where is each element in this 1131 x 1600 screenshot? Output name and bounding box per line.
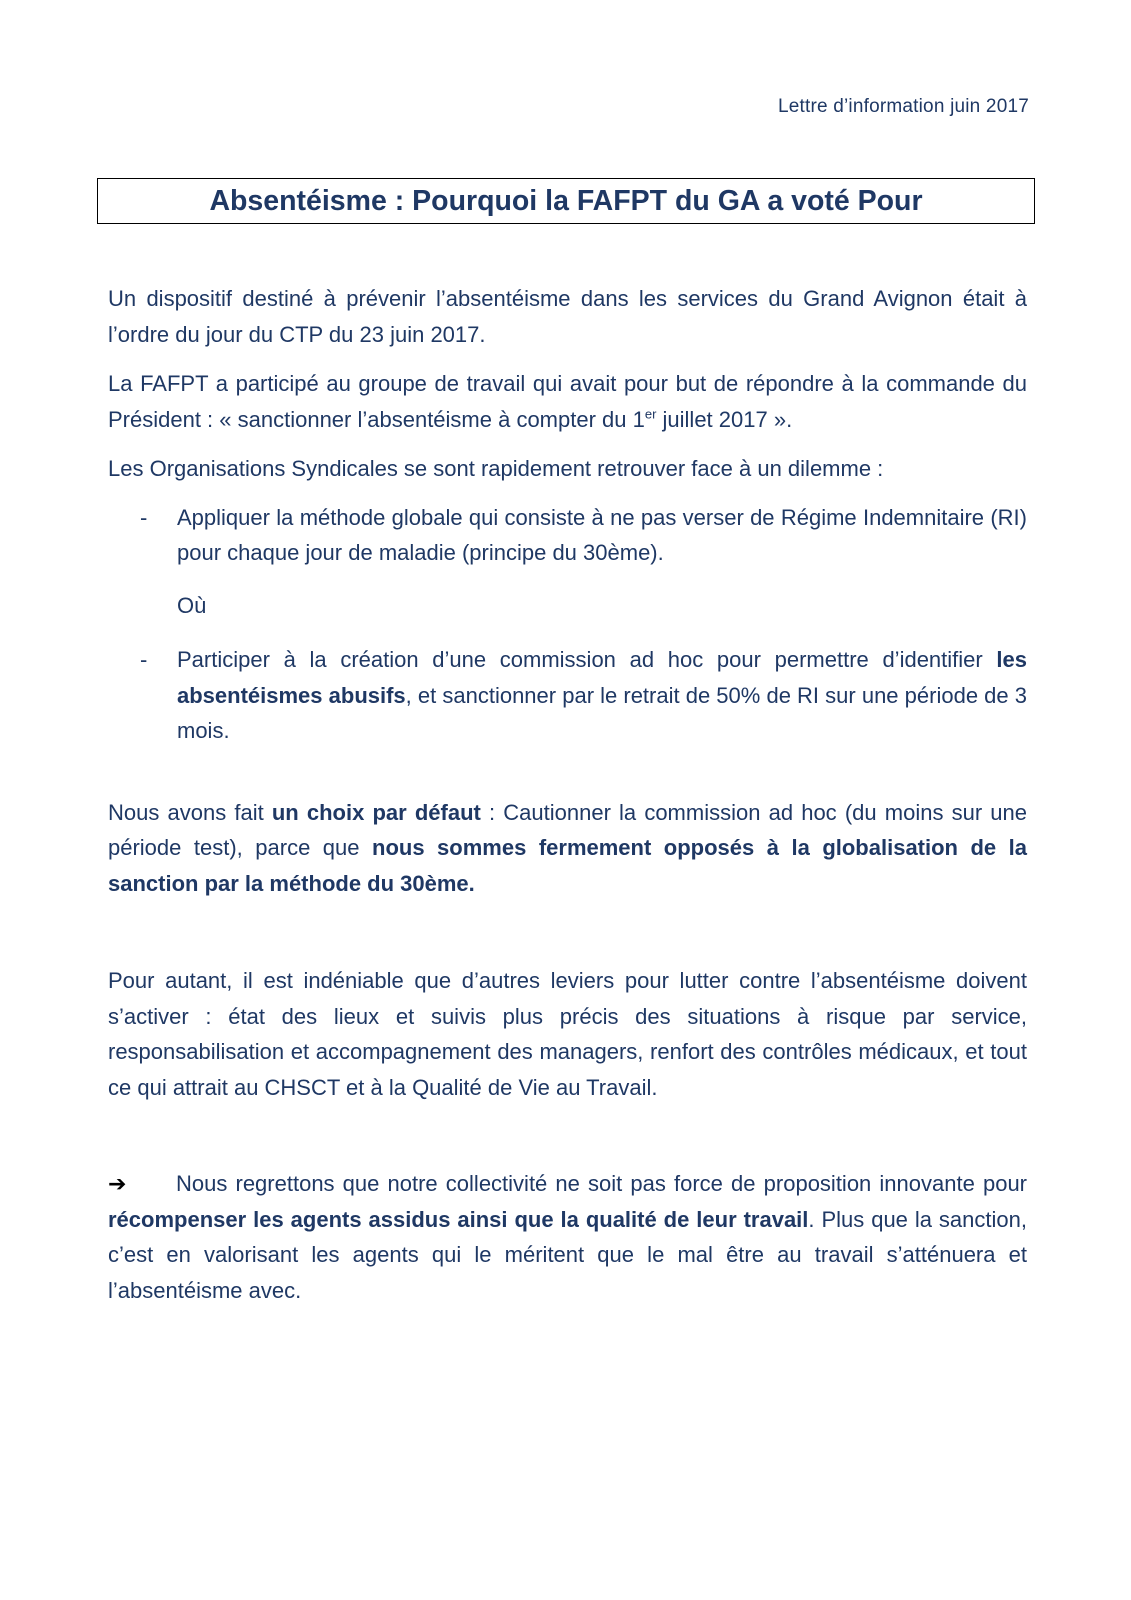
paragraph-dilemma: Les Organisations Syndicales se sont rapidement retrouver face à un dilemme : xyxy=(108,456,884,481)
arrow-icon: ➔ xyxy=(108,1171,127,1196)
paragraph-other-levers: Pour autant, il est indéniable que d’autres leviers pour lutter contre l’absentéisme doivent s’activer : état des lieux et suivis plus précis des situations à risque par service, responsabilisation et accompagnement des managers, renfort des contrôles médicaux, et tout ce qui attrait au CHSCT et à la Qualité de Vie au Travail. xyxy=(108,968,1027,1100)
bullet-dash: - xyxy=(140,504,148,530)
title-box xyxy=(97,178,1035,224)
paragraph-intro: Un dispositif destiné à prévenir l’absentéisme dans les services du Grand Avignon était à l’ordre du jour du CTP du 23 juin 2017. xyxy=(108,286,1027,347)
paragraph-conclusion: ➔ Nous regrettons que notre collectivité ne soit pas force de proposition innovante pour récompenser les agents assidus ainsi que la qualité de leur travail. Plus que la sanction, c’est en valorisant les agents qui le méritent que le mal être au travail s’atténuera et l’absentéisme avec. xyxy=(108,1166,1027,1308)
paragraph-working-group: La FAFPT a participé au groupe de travail qui avait pour but de répondre à la commande du Président : « sanctionner l’absentéisme à compter du 1er juillet 2017 ». xyxy=(108,371,1027,432)
document-title: Absentéisme : Pourquoi la FAFPT du GA a voté Pour xyxy=(209,184,923,217)
bullet-text-commission: Participer à la création d’une commission ad hoc pour permettre d’identifier les absentéismes abusifs, et sanctionner par le retrait de 50% de RI sur une période de 3 mois. xyxy=(177,647,1027,743)
newsletter-date: Lettre d’information juin 2017 xyxy=(777,96,1029,117)
separator-ou: Où xyxy=(177,592,207,618)
document-body xyxy=(108,281,1027,1308)
paragraph-choice: Nous avons fait un choix par défaut : Cautionner la commission ad hoc (du moins sur une période test), parce que nous sommes fermement opposés à la globalisation de la sanction par la méthode du 30ème. xyxy=(108,799,1028,896)
list-item xyxy=(108,500,1027,571)
bullet-text-global-method: Appliquer la méthode globale qui consiste à ne pas verser de Régime Indemnitaire (RI) pour chaque jour de maladie (principe du 30ème). xyxy=(177,504,1027,565)
list-item xyxy=(108,642,1027,749)
bullet-dash: - xyxy=(140,647,148,672)
